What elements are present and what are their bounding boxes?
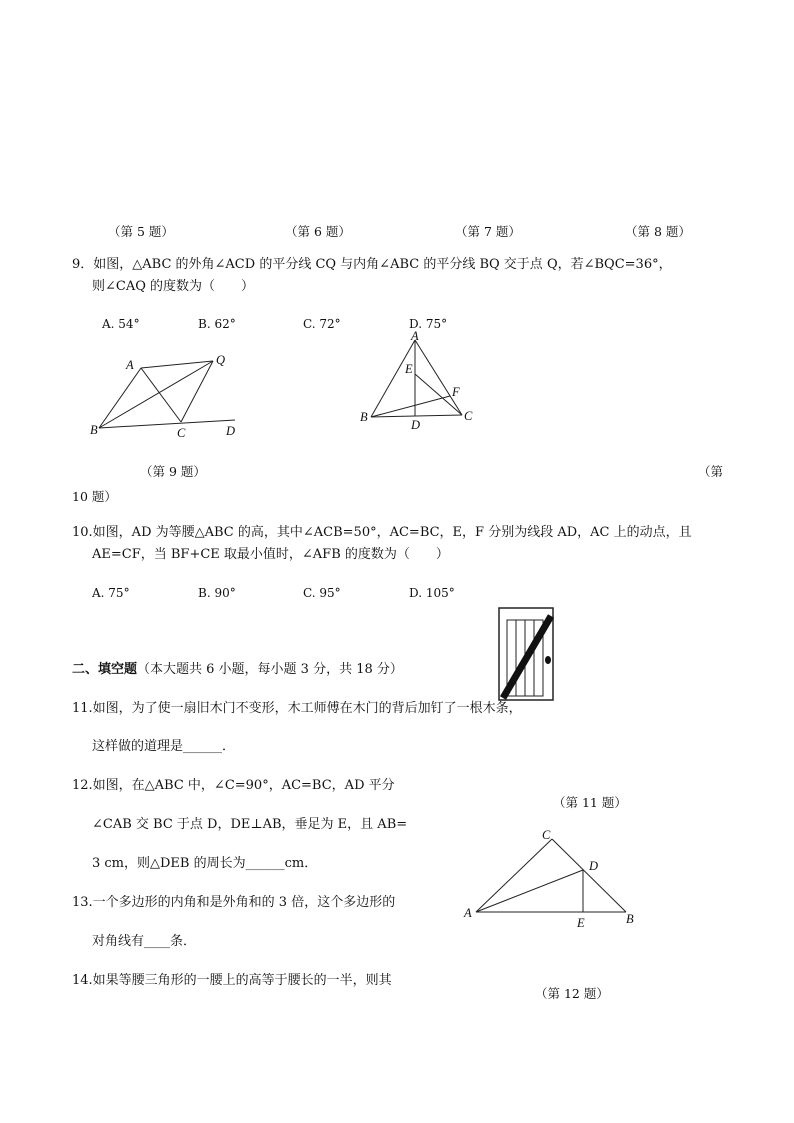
q13-stem-line2: 对角线有____条．: [92, 934, 197, 949]
q12-stem-line3: 3 cm，则△DEB 的周长为______cm．: [92, 856, 318, 871]
label-c: C: [177, 426, 186, 440]
line-bc: [371, 415, 462, 417]
line-ac: [476, 839, 552, 912]
line-ab: [371, 340, 415, 417]
door-knob: [545, 656, 551, 664]
q9-stem-line2: 则∠CAQ 的度数为（ ）: [92, 279, 255, 294]
figure-q9: [85, 345, 255, 445]
q10-choice-b: B. 90°: [198, 586, 236, 600]
q10-stem-line1: 10.如图，AD 为等腰△ABC 的高，其中∠ACB=50°，AC=BC，E，F 分别为线段 AD，AC 上的动点，且: [72, 525, 692, 540]
label-d: D: [226, 424, 236, 438]
caption-q10-part1: （第: [698, 464, 724, 479]
q9-choice-a: A. 54°: [102, 317, 140, 331]
figure-q10: [355, 328, 480, 433]
label-d: D: [411, 418, 421, 432]
label-a: A: [464, 906, 472, 920]
line-ac: [141, 368, 181, 422]
label-b: B: [626, 912, 634, 926]
label-e: E: [405, 362, 413, 376]
label-a: A: [126, 358, 134, 372]
figure-q12: [460, 825, 645, 935]
q11-stem-line2: 这样做的道理是______．: [92, 739, 236, 754]
line-bf: [371, 396, 450, 417]
label-c: C: [542, 828, 551, 842]
label-d: D: [589, 859, 599, 873]
label-f: F: [452, 385, 460, 399]
caption-q7: （第 7 题）: [455, 224, 521, 239]
label-a: A: [411, 329, 419, 343]
q11-stem-line1: 11.如图，为了使一扇旧木门不变形，木工师傅在木门的背后加钉了一根木条，: [72, 701, 522, 716]
q10-choice-c: C. 95°: [303, 586, 341, 600]
q10-choice-a: A. 75°: [92, 586, 130, 600]
q9-stem-line1: 9．如图，△ABC 的外角∠ACD 的平分线 CQ 与内角∠ABC 的平分线 BQ 交于点 Q，若∠BQC=36°，: [72, 257, 672, 272]
q9-choice-c: C. 72°: [303, 317, 341, 331]
line-cb: [552, 839, 626, 912]
section-2-desc: （本大题共 6 小题，每小题 3 分，共 18 分）: [137, 662, 403, 677]
section-2-title: 二、填空题: [72, 662, 138, 677]
q13-stem-line1: 13.一个多边形的内角和是外角和的 3 倍，这个多边形的: [72, 895, 396, 910]
q10-choice-d: D. 105°: [409, 586, 455, 600]
q9-choice-d: D. 75°: [409, 317, 448, 331]
caption-q11: （第 11 题）: [553, 795, 627, 810]
q9-choice-b: B. 62°: [198, 317, 236, 331]
label-b: B: [360, 410, 368, 424]
q14-stem-line1: 14.如果等腰三角形的一腰上的高等于腰长的一半，则其: [72, 973, 392, 988]
q12-stem-line2: ∠CAB 交 BC 于点 D，DE⊥AB，垂足为 E，且 AB=: [92, 817, 408, 832]
caption-q8: （第 8 题）: [625, 224, 691, 239]
line-ad: [476, 870, 583, 912]
label-q: Q: [216, 353, 226, 367]
label-e: E: [577, 916, 585, 930]
caption-q10-part2: 10 题）: [72, 489, 117, 504]
caption-q6: （第 6 题）: [285, 224, 351, 239]
label-b: B: [90, 423, 98, 437]
figure-q11-door: [497, 606, 559, 704]
caption-q9: （第 9 题）: [140, 464, 206, 479]
line-ba: [99, 368, 141, 428]
q10-stem-line2: AE=CF，当 BF+CE 取最小值时，∠AFB 的度数为（ ）: [92, 547, 449, 562]
caption-q5: （第 5 题）: [108, 224, 174, 239]
section-2-heading: [72, 662, 403, 678]
line-bd: [99, 420, 235, 428]
caption-q12: （第 12 题）: [535, 986, 609, 1001]
q12-stem-line1: 12.如图，在△ABC 中，∠C=90°，AC=BC，AD 平分: [72, 778, 395, 793]
label-c: C: [464, 409, 473, 423]
